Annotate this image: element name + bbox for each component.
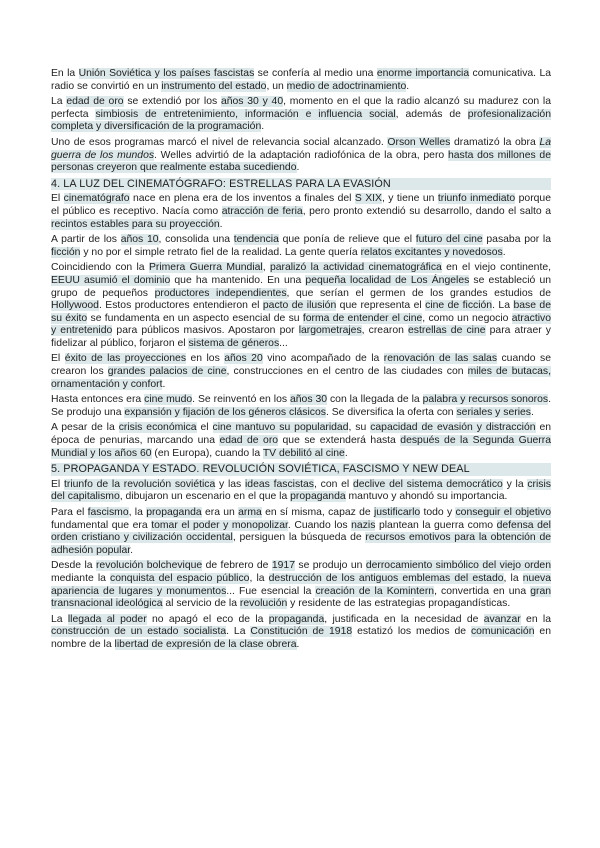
text-run: . [296,638,300,650]
text-run: ... Fue esencial la [226,585,316,597]
text-run: se fundamenta en un aspecto esencial de su [87,312,303,324]
paragraph [51,193,551,231]
highlighted-text: Orson Welles [387,136,451,148]
text-run: . [502,246,506,258]
text-run: porque el público es receptivo. Nacía como [51,193,551,217]
paragraph [51,479,551,504]
highlighted-text: fascismo [87,507,129,518]
text-run: . [344,447,348,459]
paragraph [51,422,551,460]
text-run: para públicos masivos. Apostaron por [112,325,299,337]
highlighted-text: destrucción de los antiguos emblemas del estado [268,572,504,584]
text-run: vino acompañado de la [262,353,384,365]
text-run: . La [226,626,251,638]
paragraph [51,507,551,557]
highlighted-text: cinematógrafo [63,193,130,205]
text-run: . La [492,300,514,312]
highlighted-text: ideas fascistas [245,478,315,490]
highlighted-text: ficción [51,246,81,258]
text-run: , y tiene un [382,193,438,205]
text-run: . [219,218,223,230]
text-run: Coincidiendo con la [51,262,149,274]
paragraph [51,96,551,134]
highlighted-text: recursos emotivos para la obtención de adhesión popular [51,532,552,556]
highlighted-text: edad de oro [66,96,124,108]
text-run: El [51,193,64,205]
highlighted-text: renovación de las salas [383,353,498,365]
highlighted-text: nazis [351,519,376,531]
highlighted-text: justificarlo [373,507,421,518]
highlighted-text: derrocamiento simbólico del viejo orden [365,560,551,572]
text-run: , persiguen la búsqueda de [232,532,366,544]
text-run: , pero pronto extendió su desarrollo, dando el salto a [302,205,552,217]
text-run: , su [348,422,371,434]
text-run: para atraer y fidelizar al público, forjaron el [51,325,551,349]
highlighted-text: TV debilitó al cine [262,447,345,459]
text-run: . [130,544,134,556]
text-run: de febrero de [202,560,272,572]
text-run: comunicativa. La radio se convirtió en un [51,68,551,92]
highlighted-text: declive del sistema democrático [352,478,503,490]
text-run: , un [266,80,287,92]
highlighted-text: atractivo y entretenido [51,312,551,337]
text-run: . Cuando los [287,519,352,531]
text-run: todo y [420,507,456,518]
highlighted-text: propaganda [146,507,202,518]
highlighted-text: enorme importancia [376,68,470,79]
text-run: dramatizó la obra [450,136,540,148]
text-run: , como un negocio [422,312,512,324]
highlighted-text: gran transnacional ideológica [51,585,551,610]
document-body [51,68,551,655]
paragraph [51,262,551,350]
highlighted-text: profesionalización completa y diversificación de la programación [51,108,551,133]
text-run: que se extenderá hasta [278,435,401,447]
text-run: , convertida en una [434,585,531,597]
text-run: A pesar de la [51,422,119,434]
text-run: . [406,80,410,92]
highlighted-text: Constitución de 1918 [250,626,353,638]
highlighted-text: propaganda [268,613,325,625]
highlighted-text: libertad de expresión de la clase obrera [114,638,297,650]
highlighted-text: capacidad de evasión y distracción [370,422,536,434]
paragraph [51,353,551,391]
highlighted-text: forma de entender el cine [302,312,423,324]
text-run: el [196,422,213,434]
text-run: que ha mantenido. En una [170,274,306,286]
text-run: , que serían el germen de los grandes estudios de [286,287,551,299]
highlighted-text: arma [238,507,262,518]
text-run: La [51,613,68,625]
text-run: A partir de los [51,234,121,246]
highlighted-text: Primera Guerra Mundial [148,262,263,274]
text-run: . [296,162,300,174]
text-run: y no por el simple retrato fiel de la realidad. La gente quería [80,246,361,258]
text-run: ... [279,337,288,349]
text-run: con la llegada de la [327,394,423,406]
text-run: La [51,96,67,108]
text-run: . [162,378,166,390]
text-run: se produjo un [294,560,366,572]
highlighted-text: seriales y series [456,406,531,418]
highlighted-text: sistema de géneros [188,337,280,349]
text-run: plantean la guerra como [375,519,497,531]
text-run: se confería al medio una [254,68,377,79]
text-run: , momento en el que la radio alcanzó su madurez con la perfecta [51,96,551,120]
highlighted-text: propaganda [290,491,346,503]
paragraph [51,234,551,259]
text-run: , con el [314,478,353,490]
text-run: en los [186,353,225,365]
paragraph [51,614,551,652]
highlighted-text: futuro del cine [415,234,483,246]
text-run: Uno de esos programas marcó el nivel de relevancia social alcanzado. [51,136,388,148]
text-run: era un [201,507,239,518]
highlighted-text: expansión y fijación de los géneros clásicos [124,406,326,418]
highlighted-text: edad de oro [219,435,279,447]
paragraph [51,137,551,175]
text-run: mediante la [51,572,111,584]
highlighted-text: crisis económica [118,422,197,434]
paragraph [51,394,551,419]
highlighted-text: triunfo de la revolución soviética [63,478,216,490]
text-run: en el viejo continente, [441,262,552,274]
text-run: , la [249,572,269,584]
paragraph [51,560,551,610]
text-run: que ponía de relieve que el [278,234,416,246]
text-run: no apagó el eco de la [146,613,269,625]
highlighted-text: llegada al poder [67,613,147,625]
text-run: . Se diversifica la oferta con [325,406,457,418]
highlighted-text: 1917 [271,560,295,572]
highlighted-text: S XIX [354,193,382,205]
highlighted-text: conquista del espacio público [110,572,250,584]
text-run: , dibujaron un escenario en el que la [119,491,291,503]
highlighted-text: miles de butacas, ornamentación y confort [51,366,551,390]
text-run: Hasta entonces era [51,394,145,406]
text-run: . Se produjo una [51,394,551,418]
text-run: , la [503,572,523,584]
highlighted-text: cine de ficción [425,300,493,312]
text-run: fundamental que era [51,519,152,531]
highlighted-text: hasta dos millones de personas creyeron que realmente estaba sucediendo [51,149,551,174]
text-run: En la [51,68,79,79]
highlighted-text: Hollywood [51,300,99,312]
highlighted-text: cine mudo [144,394,193,406]
highlighted-text: cine mantuvo su popularidad [212,422,349,434]
highlighted-text: crisis del capitalismo [51,478,552,503]
text-run: , justificada en la necesidad de [324,613,484,625]
text-run: se extendió por los [123,96,221,108]
highlighted-text: palabra y recursos sonoros [422,394,549,406]
text-run: , además de [395,108,468,120]
highlighted-text: después de la Segunda Guerra Mundial y los años 60 [51,435,551,459]
section-heading: 4. LA LUZ DEL CINEMATÓGRAFO: ESTRELLAS PARA LA EVASIÓN [51,178,551,191]
text-run: en época de penurias, marcando una [51,422,551,447]
highlighted-text: La guerra de los mundos [51,136,551,161]
text-run: Desde la [51,560,96,572]
highlighted-text: años 30 y 40 [220,96,284,108]
text-run: . Welles advirtió de la adaptación radiofónica de la obra, pero [154,149,448,161]
highlighted-text: conseguir el objetivo [455,507,552,518]
text-run: se estableció un grupo de pequeños [51,274,552,299]
highlighted-text: productores independientes [154,287,287,299]
text-run: , crearon [361,325,408,337]
highlighted-text: comunicación [470,626,535,638]
highlighted-text: Unión Soviética y los países fascistas [78,68,255,79]
highlighted-text: base de su éxito [51,300,551,324]
highlighted-text: atracción de feria [221,205,303,217]
text-run: cuando se crearon los [51,353,551,378]
highlighted-text: relatos excitantes y novedosos [360,246,503,258]
highlighted-text: estrellas de cine [408,325,486,337]
text-run: , consolida una [158,234,234,246]
text-run: estatizó los medios de [352,626,471,638]
text-run: , construcciones en el centro de las ciudades con [226,366,468,378]
highlighted-text: nueva apariencia de lugares y monumentos [51,572,552,597]
highlighted-text: creación de la Komintern [315,585,435,597]
highlighted-text: paralizó la actividad cinematográfica [269,262,442,274]
highlighted-text: medio de adoctrinamiento [286,80,407,92]
highlighted-text: construcción de un estado socialista [51,626,227,638]
highlighted-text: defensa del orden cristiano y civilización occidental [51,519,551,544]
text-run: nace en plena era de los inventos a finales del [129,193,355,205]
highlighted-text: largometrajes [298,325,362,337]
text-run: en la [520,613,551,625]
text-run: pasaba por la [482,234,552,246]
text-run: en sí misma, capaz de [261,507,374,518]
text-run: , [262,262,270,274]
text-run: Para el [51,507,88,518]
text-run: . Estos productores entendieron el [98,300,263,312]
highlighted-text: años 10 [120,234,159,246]
text-run: (en Europa), cuando la [151,447,263,459]
highlighted-text: revolución [239,598,288,610]
highlighted-text: años 30 [290,394,328,406]
text-run: en nombre de la [51,626,551,650]
text-run: al servicio de la [162,598,240,610]
highlighted-text: éxito de las proyecciones [64,353,187,365]
highlighted-text: tendencia [233,234,279,246]
text-run: . Se reinventó en los [192,394,290,406]
highlighted-text: años 20 [224,353,263,365]
highlighted-text: pacto de ilusión [262,300,337,312]
text-run: El [51,353,65,365]
text-run: , la [128,507,147,518]
highlighted-text: tomar el poder y monopolizar [151,519,288,531]
highlighted-text: EEUU asumió el dominio [51,274,171,286]
text-run: El [51,478,64,490]
highlighted-text: pequeña localidad de Los Ángeles [305,274,470,286]
text-run: mantuvo y ahondó su importancia. [345,491,508,503]
text-run: . [530,406,534,418]
text-run: y las [215,478,245,490]
highlighted-text: triunfo inmediato [437,193,516,205]
highlighted-text: revolución bolchevique [95,560,203,572]
text-run: . [261,121,265,133]
text-run: que representa el [336,300,426,312]
highlighted-text: avanzar [483,613,521,625]
highlighted-text: recintos estables para su proyección [51,218,220,230]
text-run: y residente de las estrategias propagandísticas. [287,598,511,610]
paragraph [51,68,551,93]
text-run: y la [502,478,528,490]
highlighted-text: instrumento del estado [161,80,267,92]
highlighted-text: grandes palacios de cine [107,366,227,378]
section-heading: 5. PROPAGANDA Y ESTADO. REVOLUCIÓN SOVIÉTICA, FASCISMO Y NEW DEAL [51,463,551,476]
highlighted-text: simbiosis de entretenimiento, información e influencia social [95,108,396,120]
